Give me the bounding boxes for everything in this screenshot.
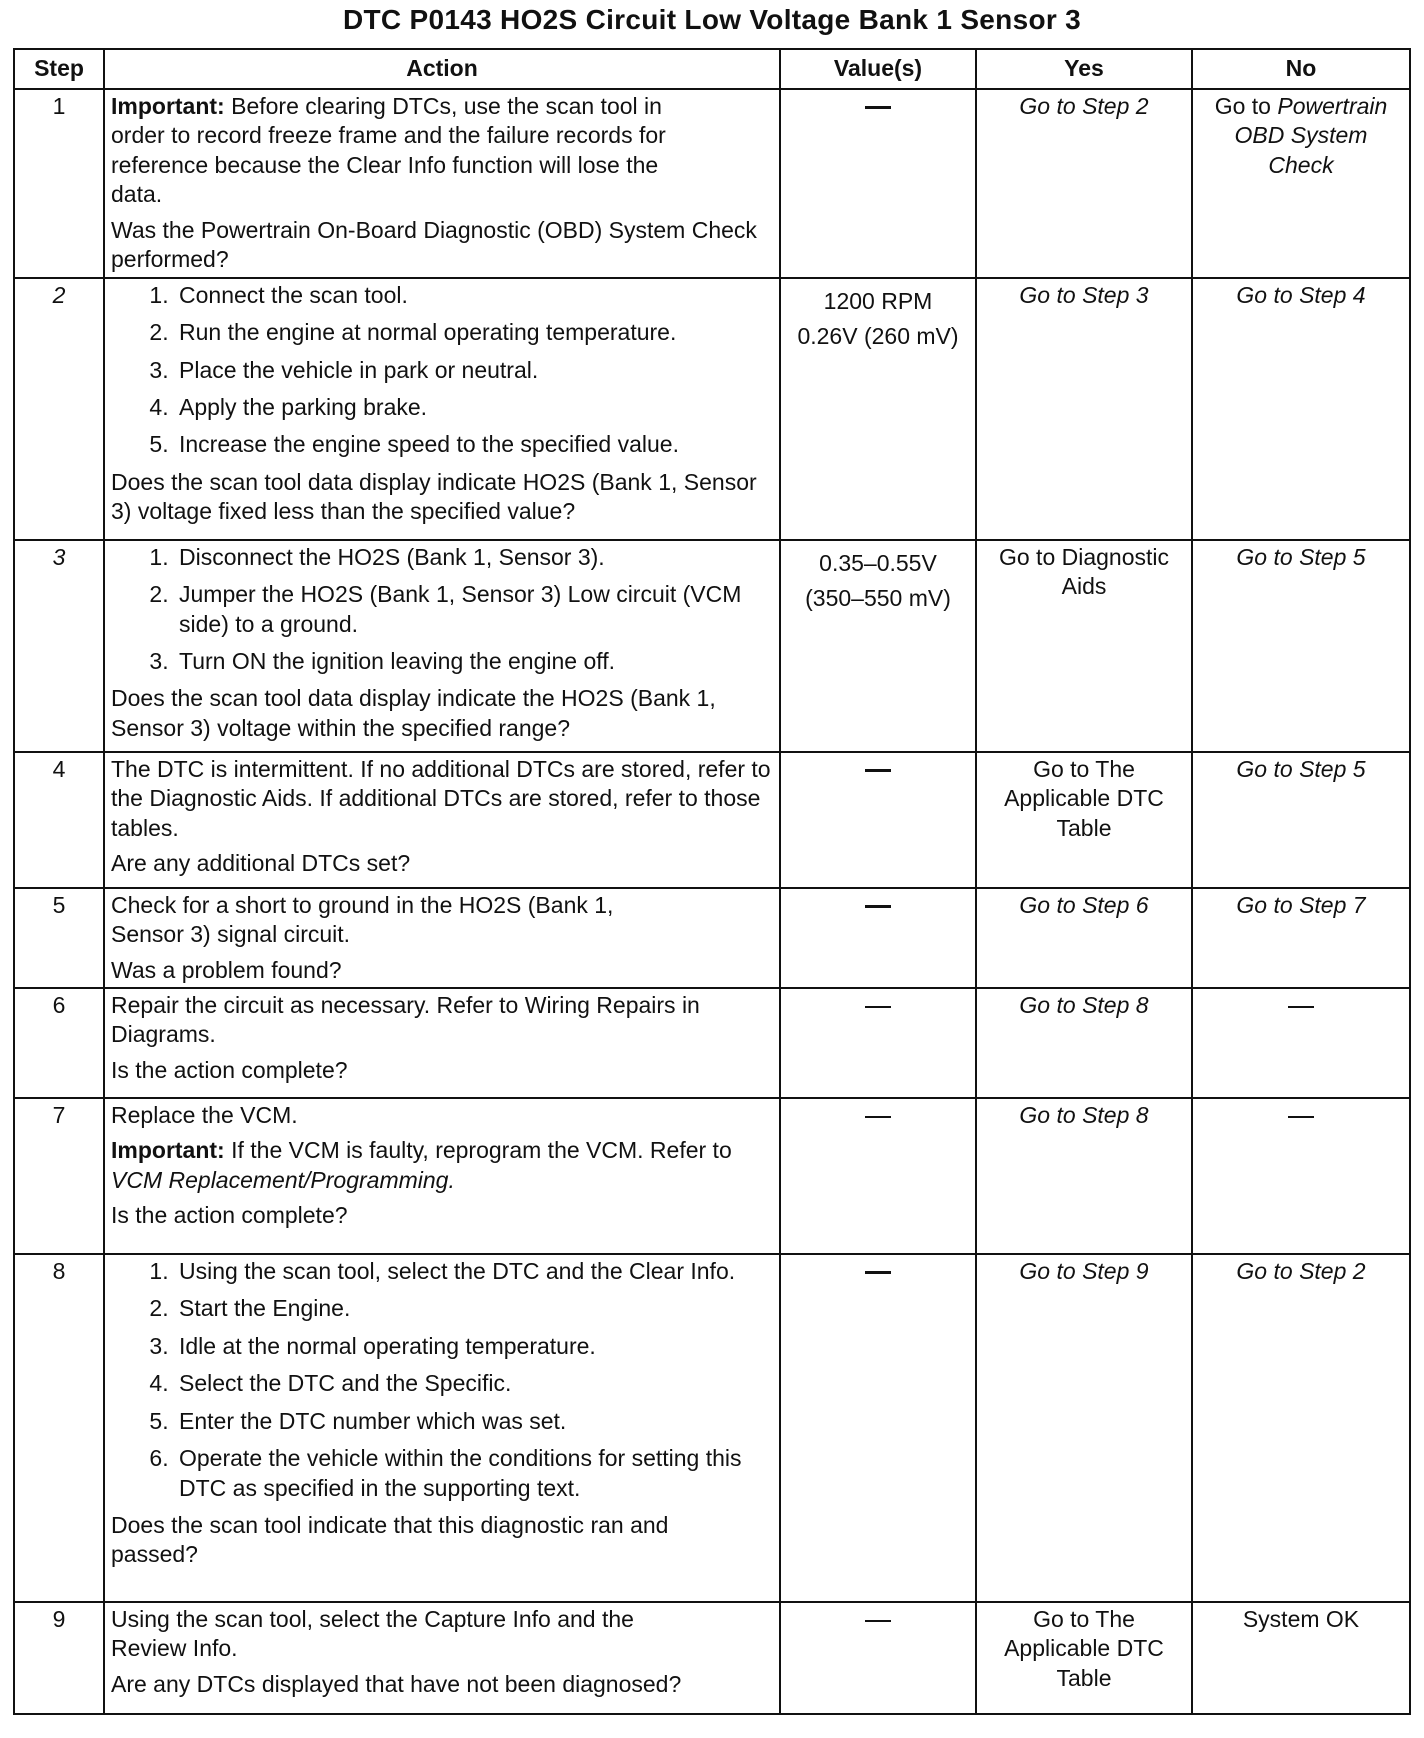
table-row-step-4 — [14, 752, 1410, 888]
procedure-item: 5. Enter the DTC number which was set. — [175, 1407, 773, 1436]
procedure-item: 3. Idle at the normal operating temperature. — [175, 1332, 773, 1361]
action-cell — [104, 1254, 780, 1602]
header-values: Value(s) — [780, 49, 976, 89]
value-cell — [780, 888, 976, 988]
procedure-item: 2. Jumper the HO2S (Bank 1, Sensor 3) Low circuit (VCM side) to a ground. — [175, 580, 773, 639]
action-question: Was a problem found? — [111, 956, 342, 983]
procedure-list — [111, 1257, 773, 1503]
header-action: Action — [104, 49, 780, 89]
action-question: Was the Powertrain On-Board Diagnostic (OBD) System Check performed? — [111, 216, 757, 273]
action-cell — [104, 988, 780, 1098]
diagnostic-table — [13, 48, 1411, 1715]
step-number: 9 — [14, 1602, 104, 1714]
header-yes: Yes — [976, 49, 1192, 89]
table-header-row — [14, 49, 1410, 89]
value-dash — [865, 1620, 891, 1622]
action-question: Does the scan tool data display indicate the HO2S (Bank 1, Sensor 3) voltage within the specified range? — [111, 685, 716, 741]
no-cell — [1192, 988, 1410, 1098]
action-cell — [104, 1602, 780, 1714]
table-row-step-7 — [14, 1098, 1410, 1254]
value-cell — [780, 988, 976, 1098]
no-cell: Go to Step 7 — [1192, 888, 1410, 988]
value-cell — [780, 540, 976, 752]
procedure-item: 3. Place the vehicle in park or neutral. — [175, 356, 773, 385]
no-cell: Go to Step 5 — [1192, 752, 1410, 888]
yes-cell: Go to The Applicable DTC Table — [976, 1602, 1192, 1714]
no-cell: Go to Step 4 — [1192, 278, 1410, 540]
header-no: No — [1192, 49, 1410, 89]
value-cell — [780, 1602, 976, 1714]
value-line: (350–550 mV) — [805, 585, 951, 612]
no-cell — [1192, 1098, 1410, 1254]
value-line: 1200 RPM — [823, 287, 933, 314]
page-title: DTC P0143 HO2S Circuit Low Voltage Bank 1 Sensor 3 — [342, 4, 1082, 35]
value-dash — [865, 769, 891, 772]
procedure-item: 4. Select the DTC and the Specific. — [175, 1369, 773, 1398]
action-text: Check for a short to ground in the HO2S (Bank 1, Sensor 3) signal circuit. — [111, 891, 614, 948]
value-dash — [865, 905, 891, 908]
no-cell: Go to Step 2 — [1192, 1254, 1410, 1602]
table-row-step-3 — [14, 540, 1410, 752]
value-line: 0.26V (260 mV) — [797, 323, 959, 350]
procedure-item: 5. Increase the engine speed to the specified value. — [175, 430, 773, 459]
value-cell — [780, 278, 976, 540]
yes-cell: Go to Step 8 — [976, 988, 1192, 1098]
procedure-item: 1. Using the scan tool, select the DTC and the Clear Info. — [175, 1257, 773, 1286]
important-note — [111, 1136, 773, 1195]
no-dash — [1288, 1116, 1314, 1118]
step-number: 1 — [14, 89, 104, 278]
action-question: Are any additional DTCs set? — [111, 849, 411, 876]
yes-cell: Go to Diagnostic Aids — [976, 540, 1192, 752]
procedure-item: 4. Apply the parking brake. — [175, 393, 773, 422]
yes-cell: Go to Step 3 — [976, 278, 1192, 540]
procedure-list — [111, 281, 773, 460]
yes-cell: Go to Step 8 — [976, 1098, 1192, 1254]
value-dash — [865, 1271, 891, 1274]
procedure-item: 2. Run the engine at normal operating temperature. — [175, 318, 773, 347]
no-prefix: Go to — [1214, 93, 1271, 119]
table-row-step-8 — [14, 1254, 1410, 1602]
value-cell — [780, 1098, 976, 1254]
procedure-item: 3. Turn ON the ignition leaving the engine off. — [175, 647, 773, 676]
header-step: Step — [14, 49, 104, 89]
procedure-item: 1. Disconnect the HO2S (Bank 1, Sensor 3). — [175, 543, 773, 572]
action-question: Is the action complete? — [111, 1056, 348, 1083]
action-cell — [104, 89, 780, 278]
no-cell — [1192, 89, 1410, 278]
action-cell — [104, 888, 780, 988]
important-label: Important: — [111, 1137, 225, 1164]
table-row-step-9 — [14, 1602, 1410, 1714]
yes-cell: Go to Step 6 — [976, 888, 1192, 988]
table-row-step-2 — [14, 278, 1410, 540]
yes-cell: Go to Step 2 — [976, 89, 1192, 278]
important-note — [111, 92, 671, 210]
value-dash — [865, 1006, 891, 1008]
action-question: Is the action complete? — [111, 1202, 348, 1229]
table-row-step-1 — [14, 89, 1410, 278]
value-dash — [865, 1116, 891, 1118]
procedure-list — [111, 543, 773, 677]
action-question: Does the scan tool indicate that this diagnostic ran and passed? — [111, 1512, 669, 1568]
important-label: Important: — [111, 93, 225, 119]
procedure-item: 6. Operate the vehicle within the conditions for setting this DTC as specified in the supporting text. — [175, 1444, 773, 1503]
action-text: Replace the VCM. — [111, 1101, 298, 1128]
action-text: Using the scan tool, select the Capture Info and the Review Info. — [111, 1605, 634, 1662]
action-cell — [104, 1098, 780, 1254]
important-text: Before clearing DTCs, use the scan tool in order to record freeze frame and the failure records for reference because the Clear Info function will lose the data. — [111, 93, 666, 208]
step-number: 3 — [14, 540, 104, 752]
yes-cell: Go to The Applicable DTC Table — [976, 752, 1192, 888]
step-number: 4 — [14, 752, 104, 888]
procedure-item: 2. Start the Engine. — [175, 1294, 773, 1323]
step-number: 7 — [14, 1098, 104, 1254]
important-reference: VCM Replacement/Programming. — [111, 1166, 455, 1193]
action-text: Repair the circuit as necessary. Refer to Wiring Repairs in Diagrams. — [111, 991, 700, 1048]
step-number: 8 — [14, 1254, 104, 1602]
important-text: If the VCM is faulty, reprogram the VCM. Refer to — [231, 1137, 732, 1164]
yes-cell: Go to Step 9 — [976, 1254, 1192, 1602]
value-cell — [780, 1254, 976, 1602]
table-row-step-5 — [14, 888, 1410, 988]
action-cell — [104, 278, 780, 540]
action-question: Are any DTCs displayed that have not been diagnosed? — [111, 1670, 682, 1697]
value-dash — [865, 106, 891, 109]
no-dash — [1288, 1006, 1314, 1008]
table-row-step-6 — [14, 988, 1410, 1098]
value-line: 0.35–0.55V — [819, 549, 937, 576]
step-number: 6 — [14, 988, 104, 1098]
no-cell: System OK — [1192, 1602, 1410, 1714]
no-link-text: Powertrain OBD System Check — [1234, 93, 1388, 178]
no-cell: Go to Step 5 — [1192, 540, 1410, 752]
action-cell — [104, 752, 780, 888]
action-cell — [104, 540, 780, 752]
action-question: Does the scan tool data display indicate HO2S (Bank 1, Sensor 3) voltage fixed less than the specified value? — [111, 468, 757, 525]
action-text: The DTC is intermittent. If no additional DTCs are stored, refer to the Diagnostic Aids. If additional DTCs are stored, refer to those tables. — [111, 755, 771, 841]
value-cell — [780, 752, 976, 888]
step-number: 5 — [14, 888, 104, 988]
value-cell — [780, 89, 976, 278]
step-number: 2 — [14, 278, 104, 540]
procedure-item: 1. Connect the scan tool. — [175, 281, 773, 310]
